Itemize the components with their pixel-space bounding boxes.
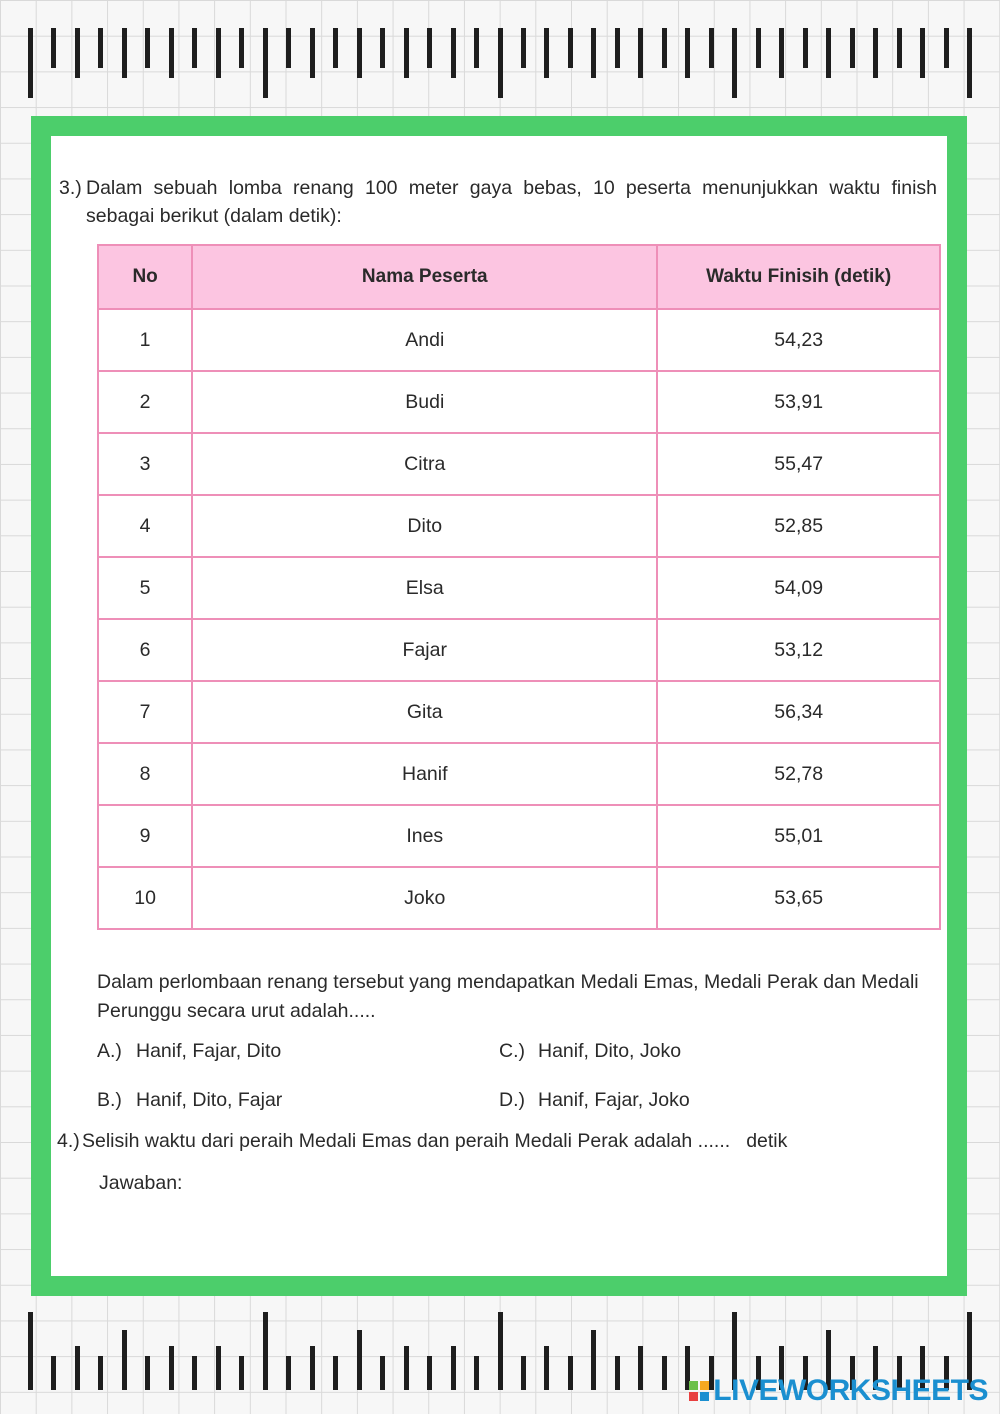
ruler-tick (568, 1356, 573, 1390)
ruler-tick (756, 28, 761, 68)
option-a-label: A.) (97, 1040, 122, 1062)
option-b[interactable] (97, 1089, 282, 1112)
ruler-tick (192, 1356, 197, 1390)
header-time: Waktu Finisih (detik) (657, 245, 940, 309)
cell-name: Fajar (192, 619, 657, 681)
medal-question-text: Dalam perlombaan renang tersebut yang mendapatkan Medali Emas, Medali Perak dan Medali Perunggu secara urut adalah..... (97, 971, 919, 1022)
ruler-tick (239, 1356, 244, 1390)
question-3-text: Dalam sebuah lomba renang 100 meter gaya bebas, 10 peserta menunjukkan waktu finish sebagai berikut (dalam detik): (86, 177, 937, 227)
ruler-tick (521, 1356, 526, 1390)
cell-name: Gita (192, 681, 657, 743)
ruler-tick (286, 28, 291, 68)
ruler-tick (873, 28, 878, 78)
brand-name: LIVEWORKSHEETS (713, 1374, 988, 1407)
cell-time: 54,09 (657, 557, 940, 619)
worksheet-frame (31, 116, 967, 1296)
cell-time: 53,65 (657, 867, 940, 929)
cell-time: 55,01 (657, 805, 940, 867)
ruler-tick (357, 1330, 362, 1390)
ruler-tick (591, 28, 596, 78)
table-row (98, 309, 940, 371)
ruler-tick (310, 1346, 315, 1390)
cell-time: 56,34 (657, 681, 940, 743)
ruler-tick (474, 28, 479, 68)
cell-time: 55,47 (657, 433, 940, 495)
cell-time: 53,91 (657, 371, 940, 433)
cell-no: 9 (98, 805, 192, 867)
ruler-top-decoration (28, 22, 972, 100)
cell-no: 10 (98, 867, 192, 929)
cell-no: 6 (98, 619, 192, 681)
cell-no: 5 (98, 557, 192, 619)
liveworksheets-logo (689, 1374, 988, 1408)
ruler-tick (732, 28, 737, 98)
cell-name: Citra (192, 433, 657, 495)
ruler-tick (451, 1346, 456, 1390)
question-4-text: Selisih waktu dari peraih Medali Emas dan peraih Medali Perak adalah ...... (82, 1130, 731, 1152)
ruler-tick (451, 28, 456, 78)
cell-time: 53,12 (657, 619, 940, 681)
cell-name: Ines (192, 805, 657, 867)
option-d-label: D.) (499, 1089, 525, 1111)
cell-name: Hanif (192, 743, 657, 805)
ruler-tick (544, 28, 549, 78)
ruler-tick (333, 28, 338, 68)
option-c-label: C.) (499, 1040, 525, 1062)
cell-no: 7 (98, 681, 192, 743)
ruler-tick (498, 1312, 503, 1390)
ruler-tick (239, 28, 244, 68)
ruler-tick (310, 28, 315, 78)
ruler-tick (685, 28, 690, 78)
ruler-tick (615, 28, 620, 68)
ruler-tick (404, 1346, 409, 1390)
ruler-tick (521, 28, 526, 68)
ruler-tick (28, 1312, 33, 1390)
ruler-tick (779, 28, 784, 78)
question-3-number: 3.) (59, 177, 82, 199)
ruler-tick (357, 28, 362, 78)
ruler-tick (544, 1346, 549, 1390)
ruler-tick (263, 28, 268, 98)
option-d-text: Hanif, Fajar, Joko (538, 1089, 690, 1111)
option-b-text: Hanif, Dito, Fajar (136, 1089, 283, 1111)
ruler-tick (75, 1346, 80, 1390)
ruler-tick (333, 1356, 338, 1390)
cell-name: Andi (192, 309, 657, 371)
ruler-tick (615, 1356, 620, 1390)
option-a[interactable] (97, 1040, 281, 1063)
ruler-tick (709, 28, 714, 68)
question-3 (59, 174, 937, 230)
table-row (98, 619, 940, 681)
question-4 (57, 1130, 787, 1153)
ruler-tick (192, 28, 197, 68)
table-row (98, 557, 940, 619)
table-row (98, 805, 940, 867)
results-table (97, 244, 941, 930)
cell-no: 1 (98, 309, 192, 371)
ruler-tick (850, 28, 855, 68)
ruler-tick (98, 1356, 103, 1390)
cell-name: Budi (192, 371, 657, 433)
ruler-tick (122, 1330, 127, 1390)
cell-no: 3 (98, 433, 192, 495)
question-4-number: 4.) (57, 1130, 80, 1152)
cell-time: 52,85 (657, 495, 940, 557)
ruler-tick (826, 28, 831, 78)
ruler-tick (662, 28, 667, 68)
option-c-text: Hanif, Dito, Joko (538, 1040, 682, 1062)
ruler-tick (51, 1356, 56, 1390)
ruler-tick (145, 1356, 150, 1390)
answer-label: Jawaban: (99, 1172, 183, 1194)
ruler-tick (51, 28, 56, 68)
table-header-row (98, 245, 940, 309)
ruler-tick (803, 28, 808, 68)
ruler-tick (404, 28, 409, 78)
header-name: Nama Peserta (192, 245, 657, 309)
ruler-tick (498, 28, 503, 98)
ruler-tick (897, 28, 902, 68)
ruler-tick (568, 28, 573, 68)
ruler-tick (169, 1346, 174, 1390)
ruler-tick (920, 28, 925, 78)
ruler-tick (169, 28, 174, 78)
option-b-label: B.) (97, 1089, 122, 1111)
ruler-tick (944, 28, 949, 68)
table-row (98, 495, 940, 557)
option-d[interactable] (499, 1089, 690, 1112)
ruler-tick (427, 28, 432, 68)
option-a-text: Hanif, Fajar, Dito (136, 1040, 282, 1062)
ruler-tick (380, 28, 385, 68)
option-c[interactable] (499, 1040, 681, 1063)
brand-blocks-icon (689, 1381, 709, 1401)
cell-time: 52,78 (657, 743, 940, 805)
ruler-tick (380, 1356, 385, 1390)
table-row (98, 371, 940, 433)
ruler-tick (216, 28, 221, 78)
ruler-tick (98, 28, 103, 68)
ruler-tick (474, 1356, 479, 1390)
ruler-tick (75, 28, 80, 78)
cell-name: Elsa (192, 557, 657, 619)
cell-no: 4 (98, 495, 192, 557)
cell-time: 54,23 (657, 309, 940, 371)
cell-name: Dito (192, 495, 657, 557)
cell-name: Joko (192, 867, 657, 929)
ruler-tick (427, 1356, 432, 1390)
ruler-tick (216, 1346, 221, 1390)
ruler-tick (638, 28, 643, 78)
ruler-tick (638, 1346, 643, 1390)
ruler-tick (145, 28, 150, 68)
cell-no: 8 (98, 743, 192, 805)
cell-no: 2 (98, 371, 192, 433)
ruler-tick (591, 1330, 596, 1390)
ruler-tick (28, 28, 33, 98)
ruler-tick (967, 28, 972, 98)
header-no: No (98, 245, 192, 309)
ruler-tick (122, 28, 127, 78)
table-row (98, 681, 940, 743)
table-row (98, 433, 940, 495)
worksheet-paper (51, 136, 947, 1276)
question-4-unit: detik (746, 1130, 788, 1152)
ruler-tick (263, 1312, 268, 1390)
ruler-tick (662, 1356, 667, 1390)
table-row (98, 743, 940, 805)
ruler-tick (286, 1356, 291, 1390)
table-row (98, 867, 940, 929)
